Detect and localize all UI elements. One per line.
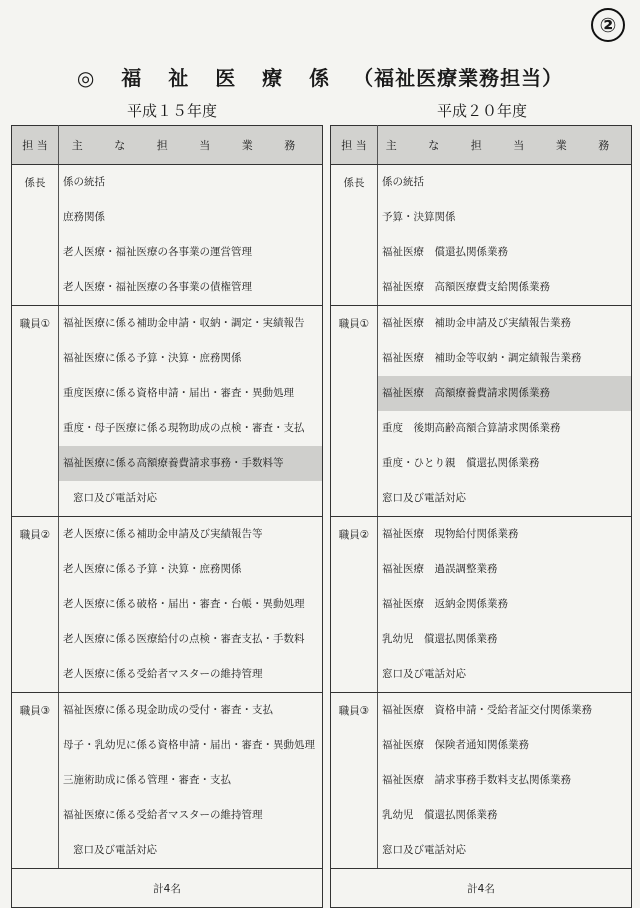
duty-list bbox=[378, 165, 632, 306]
duty-item: 老人医療に係る医療給付の点検・審査支払・手数料 bbox=[63, 633, 305, 645]
duty-item: 係の統括 bbox=[382, 176, 424, 188]
duty-item: 老人医療に係る破格・届出・審査・台帳・異動処理 bbox=[63, 598, 305, 610]
duty-item: 重度・ひとり親 償還払関係業務 bbox=[382, 457, 540, 469]
duty-item: 予算・決算関係 bbox=[382, 211, 456, 223]
duty-item: 福祉医療に係る受給者マスターの維持管理 bbox=[63, 809, 263, 821]
duty-item: 福祉医療 保険者通知関係業務 bbox=[382, 739, 529, 751]
duty-list bbox=[378, 306, 632, 517]
duty-list bbox=[59, 517, 323, 693]
duty-item: 重度・母子医療に係る現物助成の点検・審査・支払 bbox=[63, 422, 305, 434]
duty-item: 窓口及び電話対応 bbox=[73, 492, 157, 504]
staff-role: 職員② bbox=[12, 517, 59, 693]
duty-item: 老人医療・福祉医療の各事業の運営管理 bbox=[63, 246, 252, 258]
staff-role: 係長 bbox=[12, 165, 59, 306]
staff-group bbox=[331, 165, 632, 306]
duty-item: 老人医療・福祉医療の各事業の債権管理 bbox=[63, 281, 252, 293]
duty-item: 重度 後期高齢高額合算請求関係業務 bbox=[382, 422, 561, 434]
staff-group bbox=[12, 517, 323, 693]
duty-list bbox=[378, 517, 632, 693]
header-duties: 主 な 担 当 業 務 bbox=[378, 126, 632, 165]
staff-total: 計4名 bbox=[467, 882, 495, 895]
title-main: ◎ 福 祉 医 療 係 bbox=[76, 66, 340, 90]
staff-role: 職員② bbox=[331, 517, 378, 693]
duty-item: 老人医療に係る予算・決算・庶務関係 bbox=[63, 563, 242, 575]
duty-item: 窓口及び電話対応 bbox=[73, 844, 157, 856]
staff-group bbox=[331, 306, 632, 517]
duty-list bbox=[59, 306, 323, 517]
duty-item: 窓口及び電話対応 bbox=[382, 668, 466, 680]
duty-list bbox=[59, 165, 323, 306]
staff-group bbox=[12, 165, 323, 306]
staff-role: 職員③ bbox=[331, 693, 378, 869]
page-number: ② bbox=[591, 8, 625, 42]
duty-list bbox=[378, 693, 632, 869]
staff-role: 係長 bbox=[331, 165, 378, 306]
duty-item: 三施術助成に係る管理・審査・支払 bbox=[63, 774, 231, 786]
duty-item: 老人医療に係る受給者マスターの維持管理 bbox=[63, 668, 263, 680]
title-sub: （福祉医療業務担当） bbox=[353, 66, 564, 90]
total-row bbox=[12, 869, 323, 908]
staff-group bbox=[12, 306, 323, 517]
duty-item: 乳幼児 償還払関係業務 bbox=[382, 633, 498, 645]
staff-group bbox=[331, 693, 632, 869]
duty-item: 福祉医療 返納金関係業務 bbox=[382, 598, 508, 610]
right-year-label: 平成２０年度 bbox=[436, 102, 527, 120]
duty-item: 福祉医療 償還払関係業務 bbox=[382, 246, 508, 258]
staff-group bbox=[12, 693, 323, 869]
duty-item: 福祉医療 高額医療費支給関係業務 bbox=[382, 281, 550, 293]
duty-item: 福祉医療 高額療養費請求関係業務 bbox=[378, 376, 631, 411]
duty-item: 庶務関係 bbox=[63, 211, 105, 223]
staff-group bbox=[331, 517, 632, 693]
duty-item: 重度医療に係る資格申請・届出・審査・異動処理 bbox=[63, 387, 294, 399]
duty-item: 福祉医療に係る高額療養費請求事務・手数料等 bbox=[59, 446, 322, 481]
duty-item: 福祉医療 現物給付関係業務 bbox=[382, 528, 519, 540]
duty-list bbox=[59, 693, 323, 869]
header-role: 担 当 bbox=[12, 126, 59, 165]
duty-item: 福祉医療 補助金等収納・調定績報告業務 bbox=[382, 352, 582, 364]
duty-item: 福祉医療に係る補助金申請・収納・調定・実績報告 bbox=[63, 317, 305, 329]
duty-table-h15 bbox=[11, 125, 323, 908]
duty-item: 福祉医療に係る予算・決算・庶務関係 bbox=[63, 352, 242, 364]
duty-item: 福祉医療 資格申請・受給者証交付関係業務 bbox=[382, 704, 592, 716]
duty-table-h20 bbox=[330, 125, 632, 908]
duty-item: 係の統括 bbox=[63, 176, 105, 188]
duty-item: 母子・乳幼児に係る資格申請・届出・審査・異動処理 bbox=[63, 739, 315, 751]
header-role: 担 当 bbox=[331, 126, 378, 165]
duty-item: 窓口及び電話対応 bbox=[382, 492, 466, 504]
staff-role: 職員① bbox=[331, 306, 378, 517]
left-year-label: 平成１５年度 bbox=[126, 102, 217, 120]
page-title bbox=[0, 62, 640, 91]
staff-role: 職員③ bbox=[12, 693, 59, 869]
duty-item: 福祉医療に係る現金助成の受付・審査・支払 bbox=[63, 704, 273, 716]
duty-item: 福祉医療 過誤調整業務 bbox=[382, 563, 498, 575]
duty-item: 老人医療に係る補助金申請及び実績報告等 bbox=[63, 528, 263, 540]
duty-item: 乳幼児 償還払関係業務 bbox=[382, 809, 498, 821]
header-duties: 主 な 担 当 業 務 bbox=[59, 126, 323, 165]
total-row bbox=[331, 869, 632, 908]
duty-item: 福祉医療 請求事務手数料支払関係業務 bbox=[382, 774, 571, 786]
staff-total: 計4名 bbox=[153, 882, 181, 895]
duty-item: 窓口及び電話対応 bbox=[382, 844, 466, 856]
duty-item: 福祉医療 補助金申請及び実績報告業務 bbox=[382, 317, 571, 329]
staff-role: 職員① bbox=[12, 306, 59, 517]
